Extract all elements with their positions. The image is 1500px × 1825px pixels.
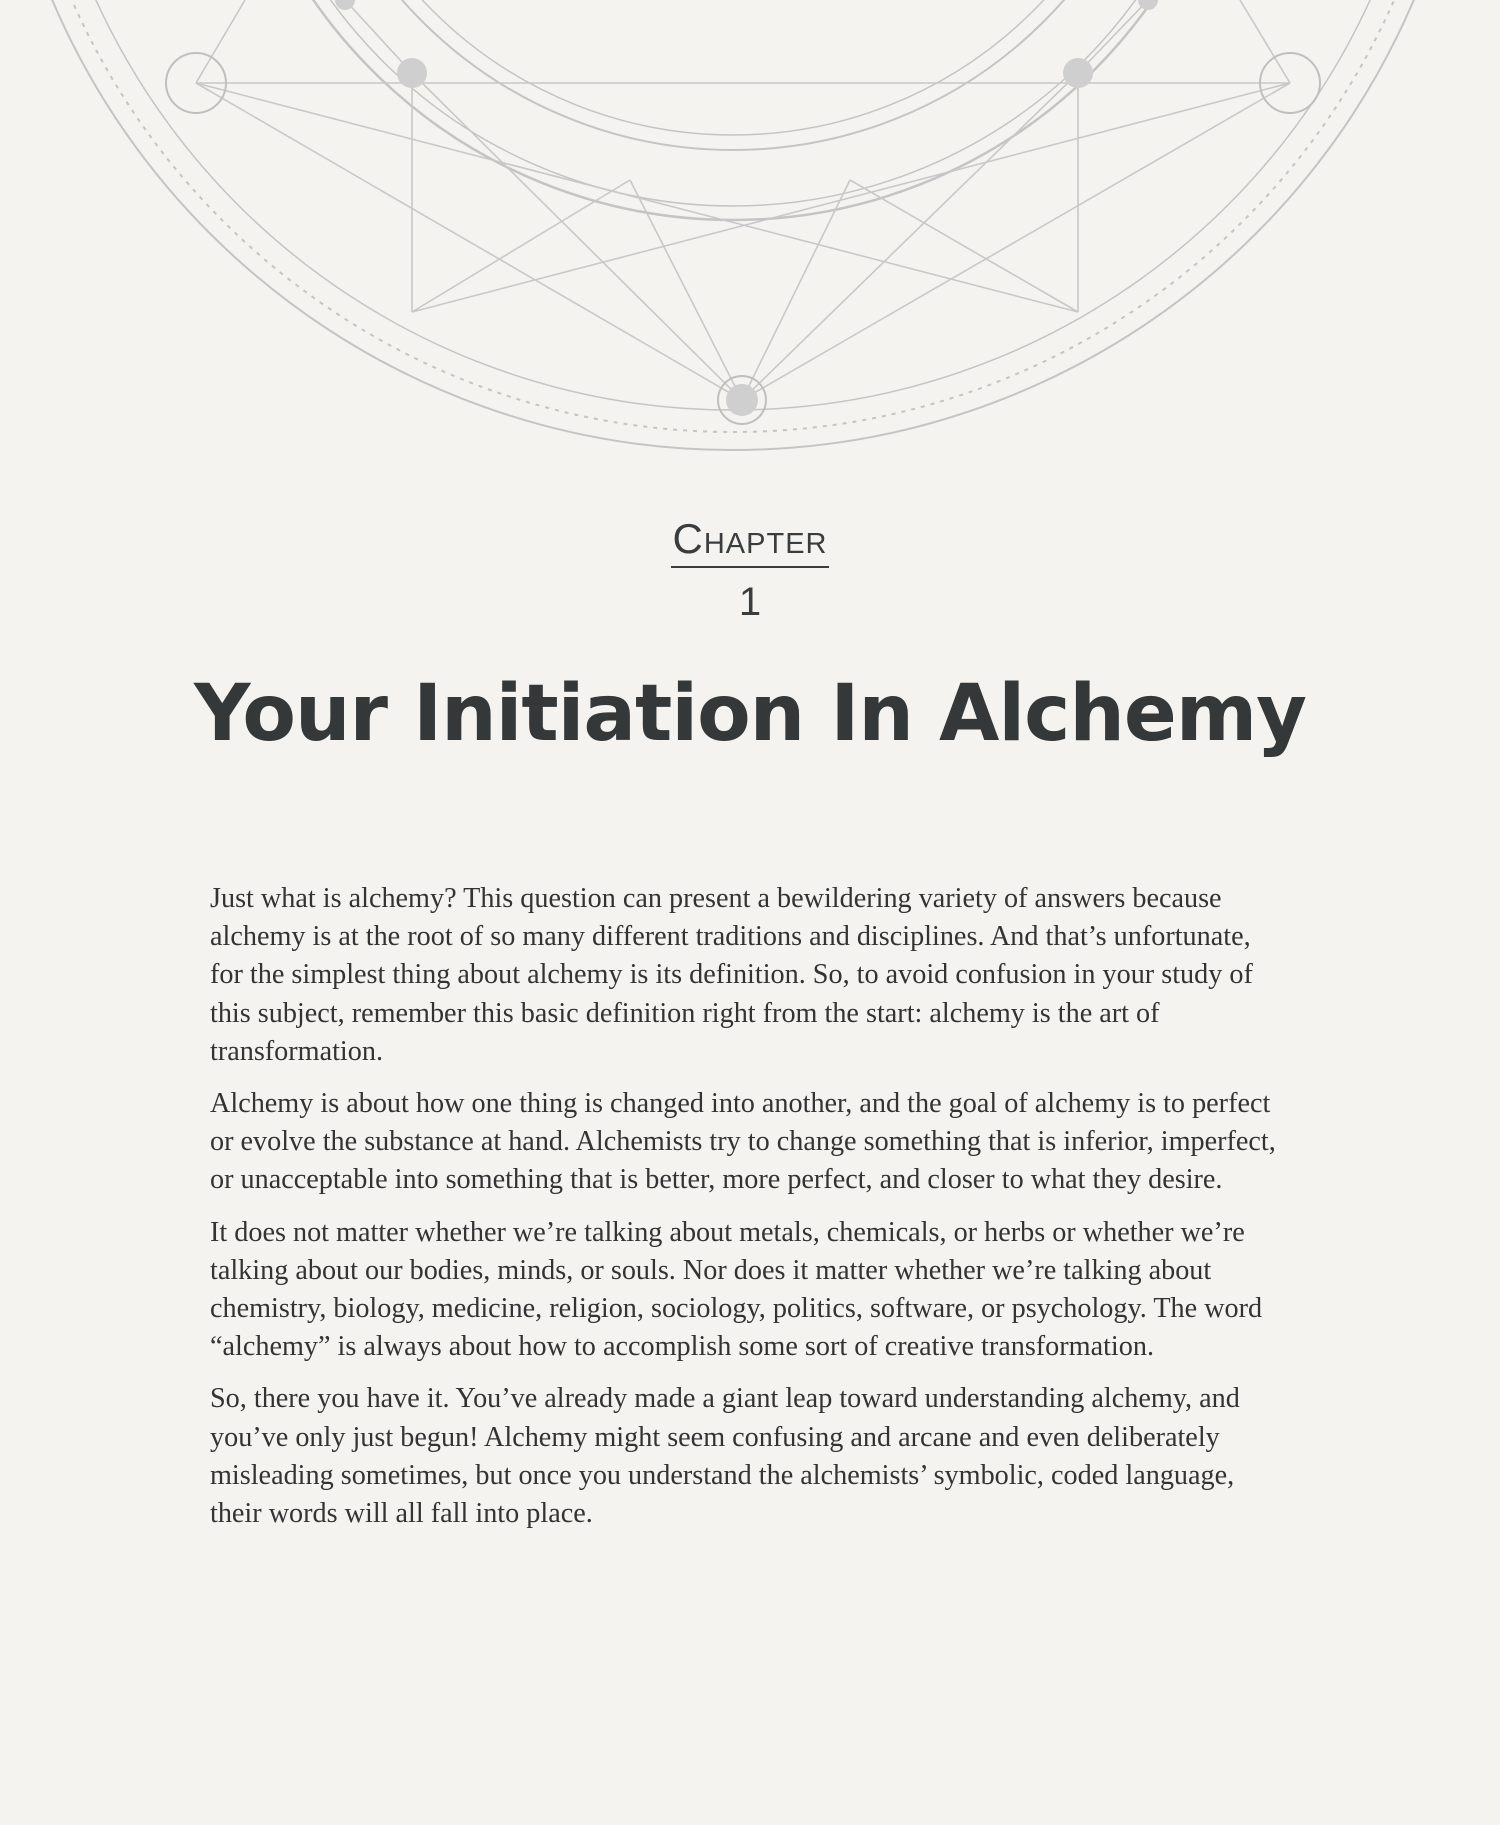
body-text	[210, 880, 1282, 1547]
paragraph: Alchemy is about how one thing is changed into another, and the goal of alchemy is to perfect or evolve the substance at hand. Alchemists try to change something that is inferior, imperfect, or unacceptable into something that is better, more perfect, and closer to what they desire.	[210, 1088, 1276, 1196]
chapter-heading	[0, 515, 1500, 624]
paragraph: So, there you have it. You’ve already made a giant leap toward understanding alchemy, and you’ve only just begun! Alchemy might seem confusing and arcane and even deliberately misleading sometimes, but once you understand the alchemists’ symbolic, coded language, their words will all fall into place.	[210, 1383, 1240, 1530]
alchemical-circle-ornament	[0, 0, 1500, 480]
chapter-title: Your Initiation In Alchemy	[194, 669, 1306, 759]
paragraph: Just what is alchemy? This question can present a bewildering variety of answers because alchemy is at the root of so many different traditions and disciplines. And that’s unfortunate, for the simplest thing about alchemy is its definition. So, to avoid confusion in your study of this subject, remember this basic definition right from the start: alchemy is the art of transformation.	[210, 883, 1253, 1067]
chapter-number: 1	[738, 580, 762, 624]
chapter-label: Chapter	[671, 518, 830, 568]
paragraph: It does not matter whether we’re talking about metals, chemicals, or herbs or whether we’re talking about our bodies, minds, or souls. Nor does it matter whether we’re talking about chemistry, biology, medicine, religion, sociology, politics, software, or psychology. The word “alchemy” is always about how to accomplish some sort of creative transformation.	[210, 1216, 1263, 1363]
